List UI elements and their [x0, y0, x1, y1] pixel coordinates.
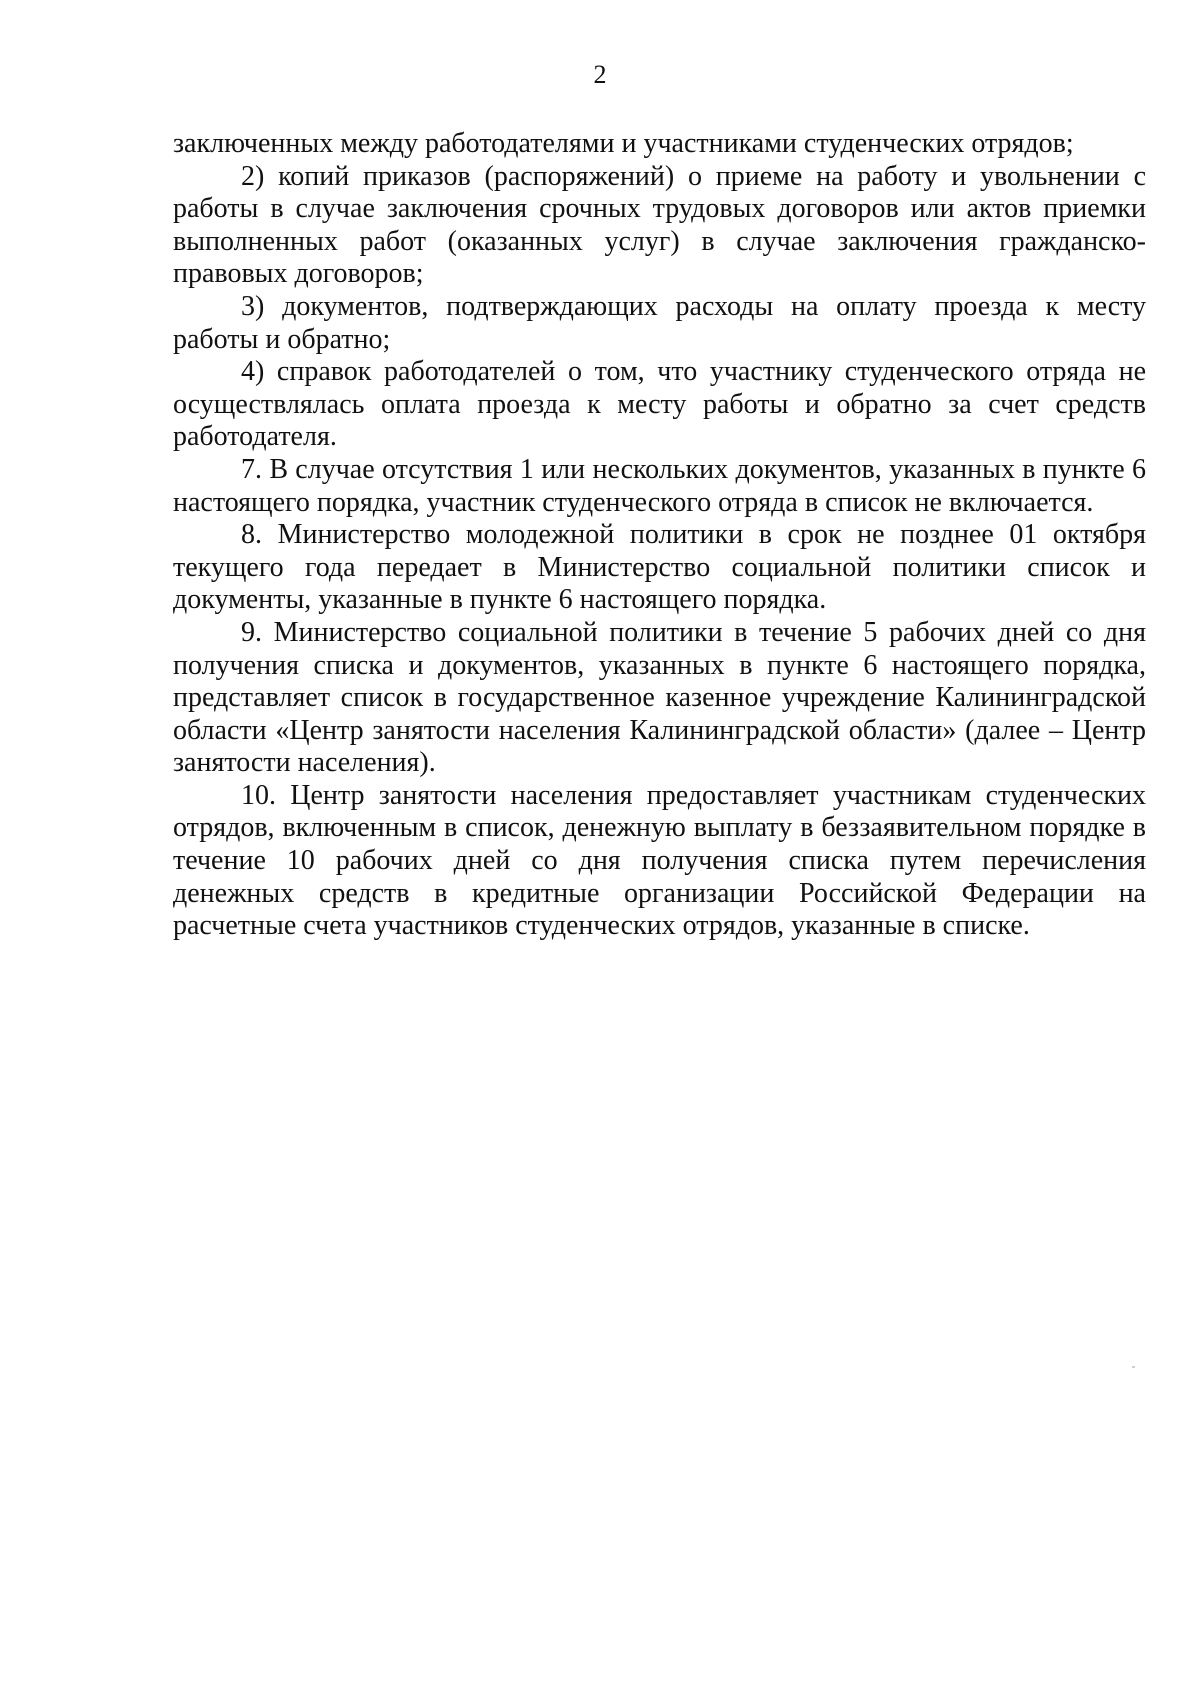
paragraph-item-2: 2) копий приказов (распоряжений) о приеме на работу и увольнении с работы в случае заключения срочных трудовых договоров или актов приемки выполненных работ (оказанных услуг) в случае заключения гражданско-правовых договоров; — [173, 160, 1146, 290]
paragraph-continuation: заключенных между работодателями и участниками студенческих отрядов; — [173, 128, 1074, 159]
paragraph-clause-8: 8. Министерство молодежной политики в срок не позднее 01 октября текущего года передает в Министерство социальной политики список и документы, указанные в пункте 6 настоящего порядка. — [173, 519, 1146, 616]
page-number: 2 — [593, 60, 607, 89]
paragraph-item-4: 4) справок работодателей о том, что участнику студенческого отряда не осуществлялась оплата проезда к месту работы и обратно за счет средств работодателя. — [173, 356, 1146, 453]
paragraph-clause-7: 7. В случае отсутствия 1 или нескольких документов, указанных в пункте 6 настоящего порядка, участник студенческого отряда в список не включается. — [173, 453, 1146, 518]
document-body — [173, 128, 1146, 943]
paragraph-clause-9: 9. Министерство социальной политики в течение 5 рабочих дней со дня получения списка и документов, указанных в пункте 6 настоящего порядка, представляет список в государственное казенное учреждение Калининградской области «Центр занятости населения Калининградской области» (далее – Центр занятости населения). — [173, 616, 1146, 779]
scan-speck — [1132, 1366, 1135, 1368]
paragraph-clause-10: 10. Центр занятости населения предоставляет участникам студенческих отрядов, включенным в список, денежную выплату в беззаявительном порядке в течение 10 рабочих дней со дня получения списка путем перечисления денежных средств в кредитные организации Российской Федерации на расчетные счета участников студенческих отрядов, указанные в списке. — [173, 779, 1146, 942]
paragraph-item-3: 3) документов, подтверждающих расходы на оплату проезда к месту работы и обратно; — [173, 290, 1146, 355]
